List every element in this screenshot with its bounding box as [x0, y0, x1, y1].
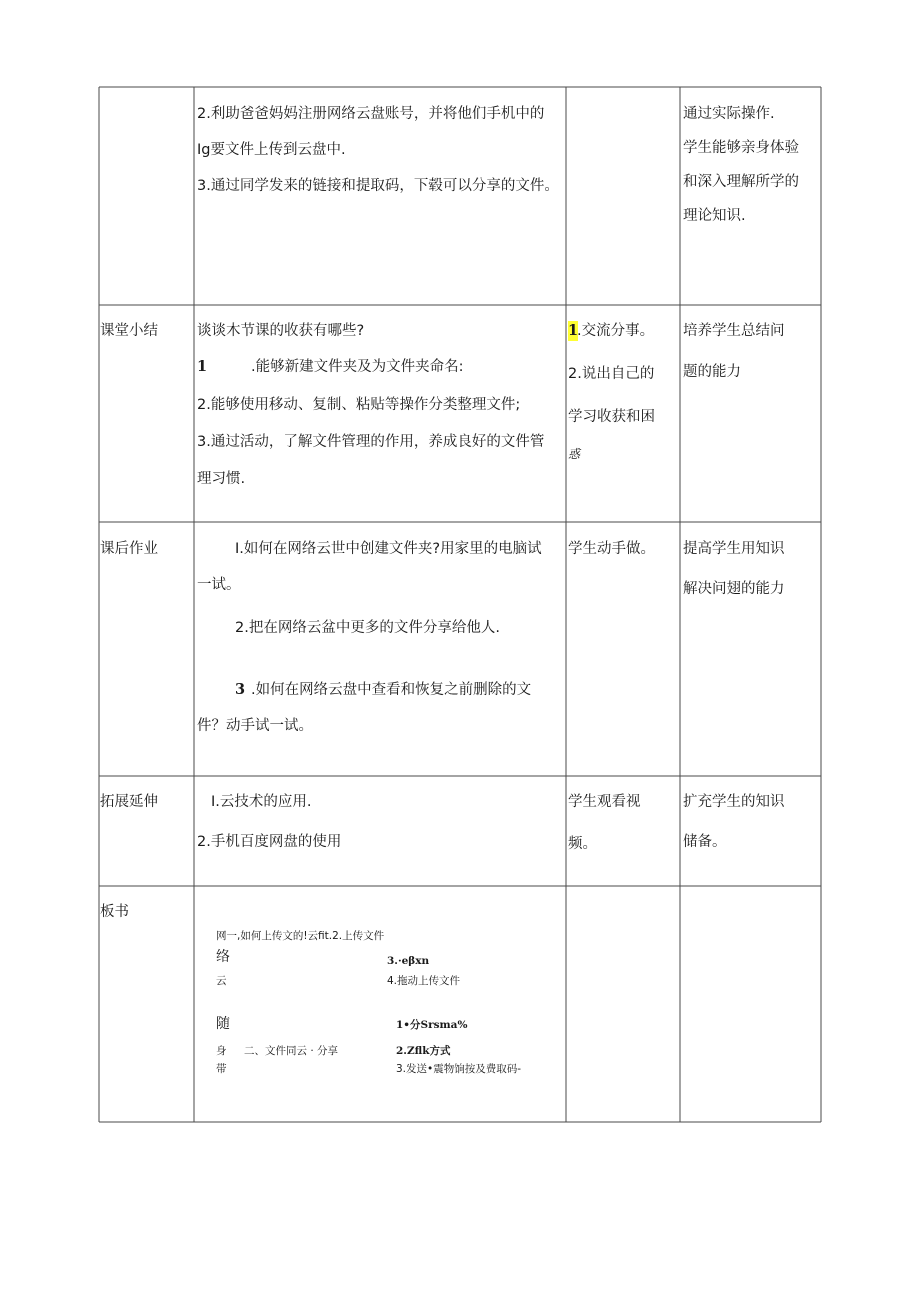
- summary-student-item-2-end: 惑: [568, 447, 581, 461]
- summary-student-item-2: 2.说出自己的: [568, 366, 655, 382]
- homework-item-3-cont: 件？动手试一试。: [197, 718, 313, 734]
- board-left-char-1: 络: [216, 949, 230, 965]
- summary-student-item-2-cont: 学习收获和困: [568, 409, 655, 425]
- summary-content-item-1-text: .能够新建文件夹及为文件夹命名:: [251, 359, 464, 375]
- summary-student-item-1-text: .交流分事。: [577, 323, 655, 339]
- summary-content-item-1-number: 1: [197, 358, 208, 375]
- practice-purpose-line-1: 通过实际操作.: [683, 106, 775, 122]
- summary-content-item-2: 2.能够使用移动、复制、粘贴等操作分类整理文件;: [197, 397, 521, 413]
- homework-student: 学生动手做。: [568, 541, 655, 557]
- board-right-item-3: 1•分Srsma%: [396, 1019, 468, 1031]
- homework-title: 课后作业: [100, 541, 158, 557]
- summary-student-item-1-number: 1: [568, 322, 579, 339]
- extension-student-line-2: 频。: [568, 836, 597, 852]
- board-right-item-4: 2.Zflk方式: [396, 1045, 451, 1057]
- summary-purpose-line-1: 培养学生总结问: [683, 323, 785, 339]
- homework-purpose-line-2: 解决问翅的能力: [683, 581, 785, 597]
- summary-content-item-3-cont: 理习惯.: [197, 471, 246, 487]
- board-right-item-1: 3.·eβxn: [387, 955, 430, 967]
- board-section-2: 二、文件同云 · 分享: [244, 1045, 339, 1057]
- extension-item-1: I.云技术的应用.: [211, 794, 312, 810]
- extension-purpose-line-2: 储备。: [683, 834, 727, 850]
- summary-content-intro: 谈谈木节课的收获有哪些?: [197, 323, 365, 339]
- board-right-item-5: 3.发送•震物饷按及费取码-: [396, 1063, 521, 1075]
- extension-item-2: 2.手机百度网盘的使用: [197, 834, 342, 850]
- practice-content-line-1: 2.利助爸爸妈妈注册网络云盘账号，并将他们手机中的: [197, 106, 545, 122]
- board-right-item-2: 4.拖动上传文件: [387, 975, 461, 987]
- extension-title: 拓展延伸: [100, 794, 158, 810]
- summary-title: 课堂小结: [100, 323, 158, 339]
- board-left-char-2: 云: [216, 975, 227, 987]
- board-left-char-3: 随: [216, 1016, 230, 1032]
- board-line-1: 网一,如何上传文的!云fit.2.上传文件: [216, 930, 385, 942]
- extension-student-line-1: 学生观看视: [568, 794, 641, 810]
- practice-content-line-2: Ig要文件上传到云盘中.: [197, 142, 346, 158]
- extension-purpose-line-1: 扩充学生的知识: [683, 794, 785, 810]
- summary-content-item-3: 3.通过活动，了解文件管理的作用，养成良好的文件管: [197, 434, 545, 450]
- homework-item-3: .如何在网络云盘中查看和恢复之前删除的文: [251, 682, 532, 698]
- board-left-char-5: 带: [216, 1063, 227, 1075]
- practice-purpose-line-3: 和深入理解所学的: [683, 174, 799, 190]
- homework-purpose-line-1: 提高学生用知识: [683, 541, 785, 557]
- practice-purpose-line-4: 理论知识.: [683, 208, 746, 224]
- homework-item-1-cont: 一试。: [197, 577, 241, 593]
- homework-item-1: I.如何在网络云世中创建文件夹?用家里的电脑试: [235, 541, 542, 557]
- homework-item-2: 2.把在网络云盆中更多的文件分享给他人.: [235, 620, 500, 636]
- homework-item-3-number: 3: [235, 681, 246, 698]
- board-left-char-4: 身: [216, 1045, 227, 1057]
- summary-purpose-line-2: 题的能力: [683, 364, 741, 380]
- practice-purpose-line-2: 学生能够亲身体验: [683, 140, 799, 156]
- board-title: 板书: [100, 904, 129, 920]
- practice-content-line-3: 3.通过同学发来的链接和提取码，下毂可以分享的文件。: [197, 178, 559, 194]
